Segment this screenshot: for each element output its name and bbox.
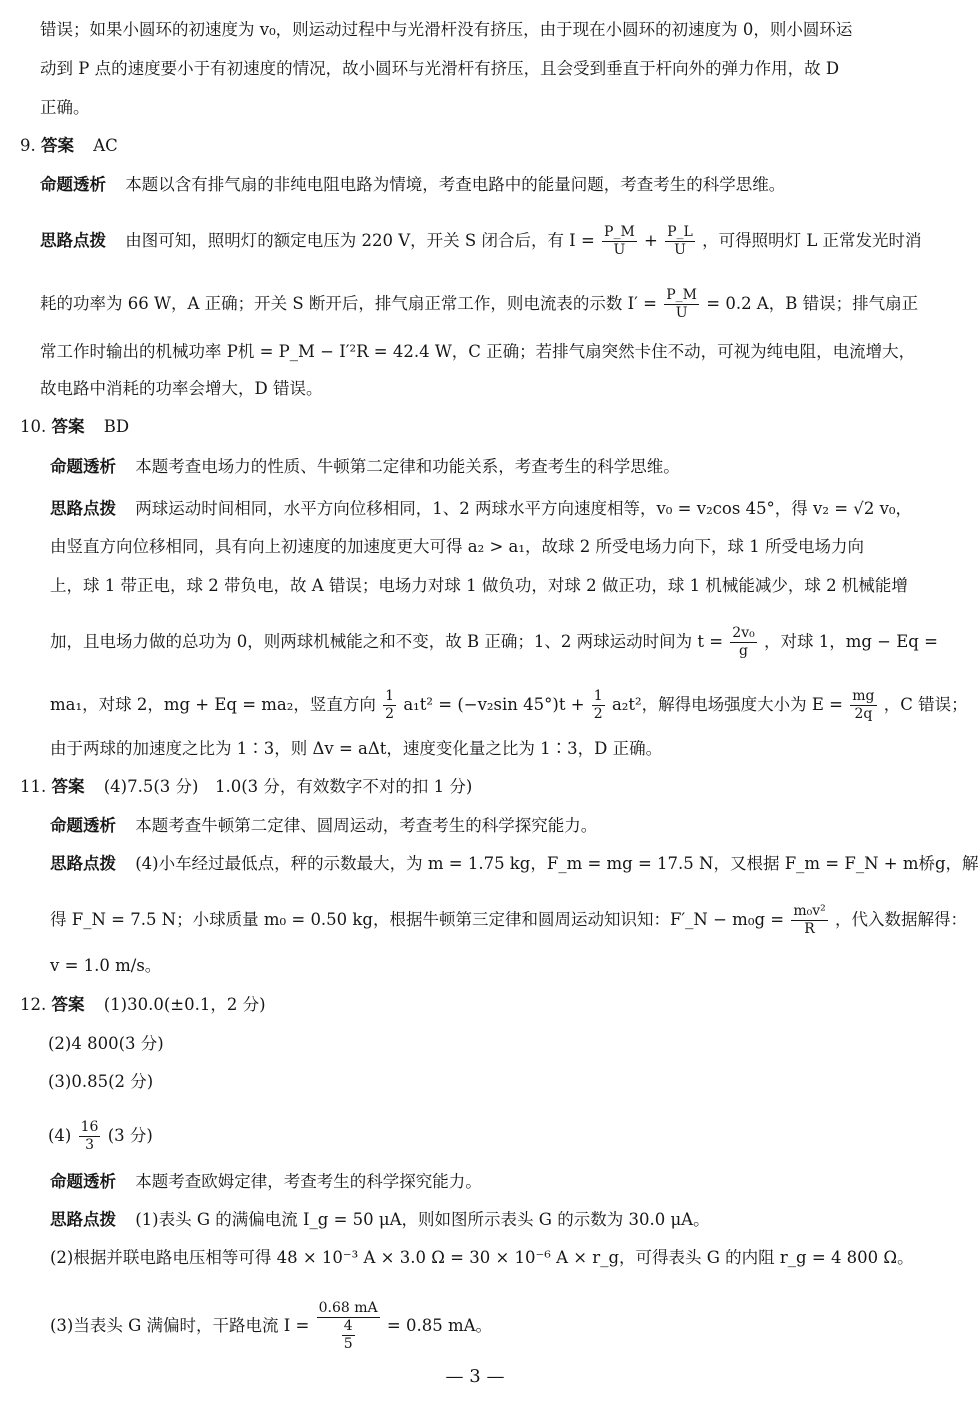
q11-number: 11. [20, 777, 47, 796]
q12-tips-label: 思路点拨 [50, 1210, 116, 1229]
q12-answer-1: (1)30.0(±0.1，2 分) [103, 995, 266, 1014]
q12-tips-line-2: (2)根据并联电路电压相等可得 48 × 10⁻³ A × 3.0 Ω = 30 × 10⁻⁶ A × r_g，可得表头 G 的内阻 r_g = 4 800 Ω。 [50, 1248, 914, 1267]
frac-num: 1 [593, 688, 603, 704]
fraction-mg-over-2q [850, 688, 876, 723]
q10-answer: BD [103, 417, 130, 436]
q10-insight-line [50, 456, 680, 478]
q10-insight: 本题考查电场力的性质、牛顿第二定律和功能关系，考查考生的科学思维。 [135, 457, 680, 476]
q9-tips-line-1 [40, 224, 922, 259]
q12-insight-line [50, 1171, 482, 1193]
frac-den: g [739, 643, 748, 659]
frac-num: m₀v² [793, 903, 826, 919]
q12-insight-label: 命题透析 [50, 1172, 116, 1191]
intro-line-1: 错误；如果小圆环的初速度为 v₀，则运动过程中与光滑杆没有挤压，由于现在小圆环的初速度为 0，则小圆环运 [40, 20, 853, 39]
q11-tips-line-3: v = 1.0 m/s。 [50, 956, 162, 975]
fraction-16-over-3 [79, 1119, 101, 1154]
q12-tips-line-1 [50, 1209, 710, 1231]
q11-tips-line-2 [50, 903, 967, 938]
frac-den: 2 [593, 706, 603, 722]
q11-answer-label: 答案 [51, 777, 85, 796]
q9-tips-text-2b: = 0.2 A，B 错误；排气扇正 [706, 294, 919, 313]
q9-insight-line [40, 174, 785, 196]
frac-den: 5 [343, 1336, 353, 1352]
q9-tips-text-2a: 耗的功率为 66 W，A 正确；开关 S 断开后，排气扇正常工作，则电流表的示数 I′ = [40, 294, 657, 313]
frac-den: R [804, 921, 815, 937]
q12-answer-3: (3)0.85(2 分) [48, 1072, 154, 1091]
fraction-pl-over-u [665, 224, 695, 259]
frac-num: P_M [604, 224, 635, 240]
q12-answer-line [20, 994, 266, 1016]
q9-insight-label: 命题透析 [40, 175, 106, 194]
q10-tips-line-1 [50, 498, 912, 520]
frac-num: P_M [666, 287, 697, 303]
frac-num: 0.68 mA [318, 1300, 378, 1316]
frac-den: 3 [85, 1137, 94, 1153]
frac-den: U [613, 242, 626, 258]
q9-tips-text-1b: ，可得照明灯 L 正常发光时消 [702, 231, 922, 250]
q9-number: 9. [20, 136, 36, 155]
frac-den: U [674, 242, 686, 258]
q9-tips-line-2 [40, 287, 918, 322]
frac-den: U [675, 305, 688, 321]
q11-answer: (4)7.5(3 分) 1.0(3 分，有效数字不对的扣 1 分) [103, 777, 473, 796]
fraction-pm-over-u [664, 287, 699, 322]
fraction-m0v2-over-r [791, 903, 827, 938]
page-number: — 3 — [445, 1366, 505, 1387]
q10-tips-line-6: 由于两球的加速度之比为 1∶3，则 Δv = aΔt，速度变化量之比为 1∶3，D 正确。 [50, 739, 663, 758]
frac-num: mg [852, 688, 875, 704]
q10-tips-text-4b: ，对球 1，mg − Eq = [763, 632, 938, 651]
q9-answer: AC [93, 136, 118, 155]
q10-answer-line [20, 416, 129, 438]
q10-number: 10. [20, 417, 47, 436]
intro-line-3: 正确。 [40, 98, 90, 117]
q11-tips-text-2a: 得 F_N = 7.5 N；小球质量 m₀ = 0.50 kg，根据牛顿第三定律和圆周运动知识知：F′_N − m₀g = [50, 910, 785, 929]
q10-tips-line-5 [50, 688, 968, 723]
frac-num: P_L [667, 224, 693, 240]
intro-line-2: 动到 P 点的速度要小于有初速度的情况，故小圆环与光滑杆有挤压，且会受到垂直于杆向外的弹力作用，故 D [40, 59, 840, 78]
frac-num: 16 [80, 1119, 99, 1135]
q11-tips-text-2b: ，代入数据解得： [835, 910, 967, 929]
q10-answer-label: 答案 [51, 417, 85, 436]
q11-answer-line [20, 776, 472, 798]
q10-tips-text-5d: ，C 错误； [883, 695, 968, 714]
fraction-one-half [592, 688, 605, 723]
q11-insight: 本题考查牛顿第二定律、圆周运动，考查考生的科学探究能力。 [135, 816, 598, 835]
q10-tips-text-5c: a₂t²，解得电场强度大小为 E = [611, 695, 844, 714]
q12-tips-text-1: (1)表头 G 的满偏电流 I_g = 50 μA，则如图所示表头 G 的示数为 30.0 μA。 [135, 1210, 710, 1229]
frac-num: 1 [385, 688, 395, 704]
q11-insight-label: 命题透析 [50, 816, 116, 835]
frac-num: 2v₀ [732, 625, 755, 641]
q12-answer-2: (2)4 800(3 分) [48, 1034, 164, 1053]
q12-tips-text-3b: = 0.85 mA。 [386, 1316, 493, 1335]
q10-tips-text-5a: ma₁，对球 2，mg + Eq = ma₂，竖直方向 [50, 695, 376, 714]
q12-answer-4 [48, 1119, 153, 1154]
q9-answer-label: 答案 [41, 136, 74, 155]
q10-tips-line-3: 上，球 1 带正电，球 2 带负电，故 A 错误；电场力对球 1 做负功，对球 2 做正功，球 1 机械能减少，球 2 机械能增 [50, 576, 908, 595]
q12-answer-label: 答案 [51, 995, 85, 1014]
frac-den [317, 1318, 380, 1353]
q9-insight: 本题以含有排气扇的非纯电阻电路为情境，考查电路中的能量问题，考查考生的科学思维。 [125, 175, 786, 194]
q12-insight: 本题考查欧姆定律，考查考生的科学探究能力。 [135, 1172, 482, 1191]
q12-number: 12. [20, 995, 47, 1014]
q12-answer-4b: (3 分) [107, 1126, 153, 1145]
q9-tips-label: 思路点拨 [40, 231, 106, 250]
q11-tips-label: 思路点拨 [50, 854, 116, 873]
q12-answer-4a: (4) [48, 1126, 72, 1145]
q10-tips-text-4a: 加，且电场力做的总功为 0，则两球机械能之和不变，故 B 正确；1、2 两球运动时间为 t = [50, 632, 724, 651]
q12-tips-line-3 [50, 1300, 492, 1353]
q9-tips-line-4: 故电路中消耗的功率会增大，D 错误。 [40, 379, 323, 398]
q12-tips-text-3a: (3)当表头 G 满偏时，干路电流 I = [50, 1316, 310, 1335]
q10-insight-label: 命题透析 [50, 457, 116, 476]
q11-tips-line-1 [50, 853, 979, 875]
frac-num: 4 [343, 1318, 353, 1334]
q10-tips-text-1: 两球运动时间相同，水平方向位移相同，1、2 两球水平方向速度相等，v₀ = v₂cos 45°，得 v₂ = √2 v₀， [135, 499, 912, 518]
q9-tips-line-3: 常工作时输出的机械功率 P机 = P_M − I′²R = 42.4 W，C 正确；若排气扇突然卡住不动，可视为纯电阻，电流增大， [40, 342, 916, 361]
fraction-one-half [383, 688, 396, 723]
q10-tips-label: 思路点拨 [50, 499, 116, 518]
plus-sign: + [644, 231, 658, 250]
q9-tips-text-1a: 由图可知，照明灯的额定电压为 220 V，开关 S 闭合后，有 I = [125, 231, 595, 250]
fraction-pm-over-u [602, 224, 637, 259]
inner-fraction-4-over-5 [342, 1318, 355, 1353]
frac-den: 2q [854, 706, 873, 722]
frac-den: 2 [385, 706, 395, 722]
q9-answer-line [20, 135, 118, 157]
q10-tips-line-2: 由竖直方向位移相同，具有向上初速度的加速度更大可得 a₂ > a₁，故球 2 所受电场力向下，球 1 所受电场力向 [50, 537, 864, 556]
fraction-2v0-over-g [730, 625, 756, 660]
q11-insight-line [50, 815, 597, 837]
q10-tips-text-5b: a₁t² = (−v₂sin 45°)t + [403, 695, 585, 714]
compound-fraction [317, 1300, 380, 1353]
q11-tips-text-1: (4)小车经过最低点，秤的示数最大，为 m = 1.75 kg，F_m = mg = 17.5 N，又根据 F_m = F_N + m桥g，解 [135, 854, 979, 873]
q10-tips-line-4 [50, 625, 938, 660]
